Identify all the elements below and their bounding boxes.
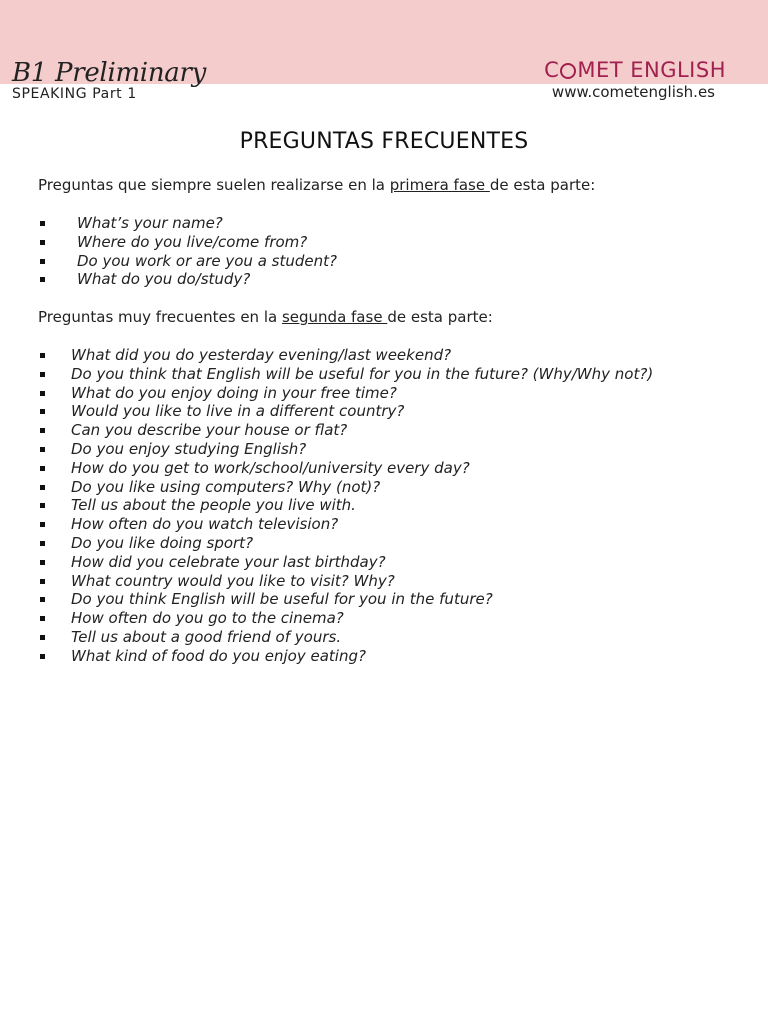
bullet-icon bbox=[40, 353, 45, 358]
question-text: Do you like using computers? Why (not)? bbox=[71, 477, 381, 496]
question-text: Do you like doing sport? bbox=[71, 533, 254, 552]
intro-text-end: de esta parte: bbox=[489, 176, 596, 194]
question-text: How often do you watch television? bbox=[71, 515, 339, 534]
question-text: Do you think that English will be useful for you in the future? (Why/Why not?) bbox=[71, 364, 654, 383]
bullet-icon bbox=[40, 616, 45, 621]
question-text: Do you work or are you a student? bbox=[77, 251, 337, 270]
brand-text-end: MET ENGLISH bbox=[577, 58, 726, 82]
question-text: Do you enjoy studying English? bbox=[71, 439, 307, 458]
intro-text: Preguntas que siempre suelen realizarse en la bbox=[38, 176, 390, 194]
bullet-icon bbox=[40, 560, 45, 565]
bullet-icon bbox=[40, 522, 45, 527]
document-title: B1 Preliminary bbox=[12, 58, 206, 88]
question-text: What country would you like to visit? Why? bbox=[71, 571, 395, 590]
document-subtitle: SPEAKING Part 1 bbox=[12, 86, 137, 102]
bullet-icon bbox=[40, 391, 45, 396]
bullet-icon bbox=[40, 428, 45, 433]
bullet-icon bbox=[40, 635, 45, 640]
question-text: What did you do yesterday evening/last weekend? bbox=[71, 346, 452, 364]
bullet-icon bbox=[40, 240, 45, 245]
bullet-icon bbox=[40, 579, 45, 584]
website-url: www.cometenglish.es bbox=[551, 83, 715, 101]
question-text: What do you do/study? bbox=[77, 270, 251, 289]
bullet-icon bbox=[40, 466, 45, 471]
bullet-icon bbox=[40, 597, 45, 602]
question-text: What’s your name? bbox=[77, 214, 223, 232]
question-text: Would you like to live in a different country? bbox=[71, 402, 405, 421]
bullet-icon bbox=[40, 277, 45, 282]
intro-text-end: de esta parte: bbox=[387, 308, 493, 326]
question-text: Do you think English will be useful for you in the future? bbox=[71, 590, 493, 609]
brand-logo bbox=[544, 58, 726, 82]
brand-text-start: C bbox=[544, 58, 560, 82]
bullet-icon bbox=[40, 447, 45, 452]
question-text: What kind of food do you enjoy eating? bbox=[71, 646, 366, 665]
bullet-icon bbox=[40, 221, 45, 226]
intro-emphasis: primera fase bbox=[389, 176, 490, 194]
question-text: Where do you live/come from? bbox=[77, 232, 308, 251]
page-title: PREGUNTAS FRECUENTES bbox=[239, 129, 529, 154]
bullet-icon bbox=[40, 259, 45, 264]
question-text: What do you enjoy doing in your free time? bbox=[71, 383, 397, 402]
question-text: How do you get to work/school/university every day? bbox=[71, 458, 470, 477]
bullet-icon bbox=[40, 409, 45, 414]
section-intro-first bbox=[38, 176, 595, 195]
section-intro-second bbox=[38, 308, 493, 327]
comet-icon bbox=[560, 63, 576, 79]
question-text: Can you describe your house or flat? bbox=[71, 421, 348, 440]
bullet-icon bbox=[40, 372, 45, 377]
intro-text: Preguntas muy frecuentes en la bbox=[38, 308, 282, 326]
bullet-icon bbox=[40, 485, 45, 490]
question-text: Tell us about the people you live with. bbox=[71, 496, 356, 515]
bullet-icon bbox=[40, 654, 45, 659]
question-text: How often do you go to the cinema? bbox=[71, 609, 344, 628]
bullet-icon bbox=[40, 541, 45, 546]
bullet-icon bbox=[40, 503, 45, 508]
question-text: Tell us about a good friend of yours. bbox=[71, 627, 342, 646]
intro-emphasis: segunda fase bbox=[281, 308, 388, 326]
question-text: How did you celebrate your last birthday? bbox=[71, 552, 386, 571]
